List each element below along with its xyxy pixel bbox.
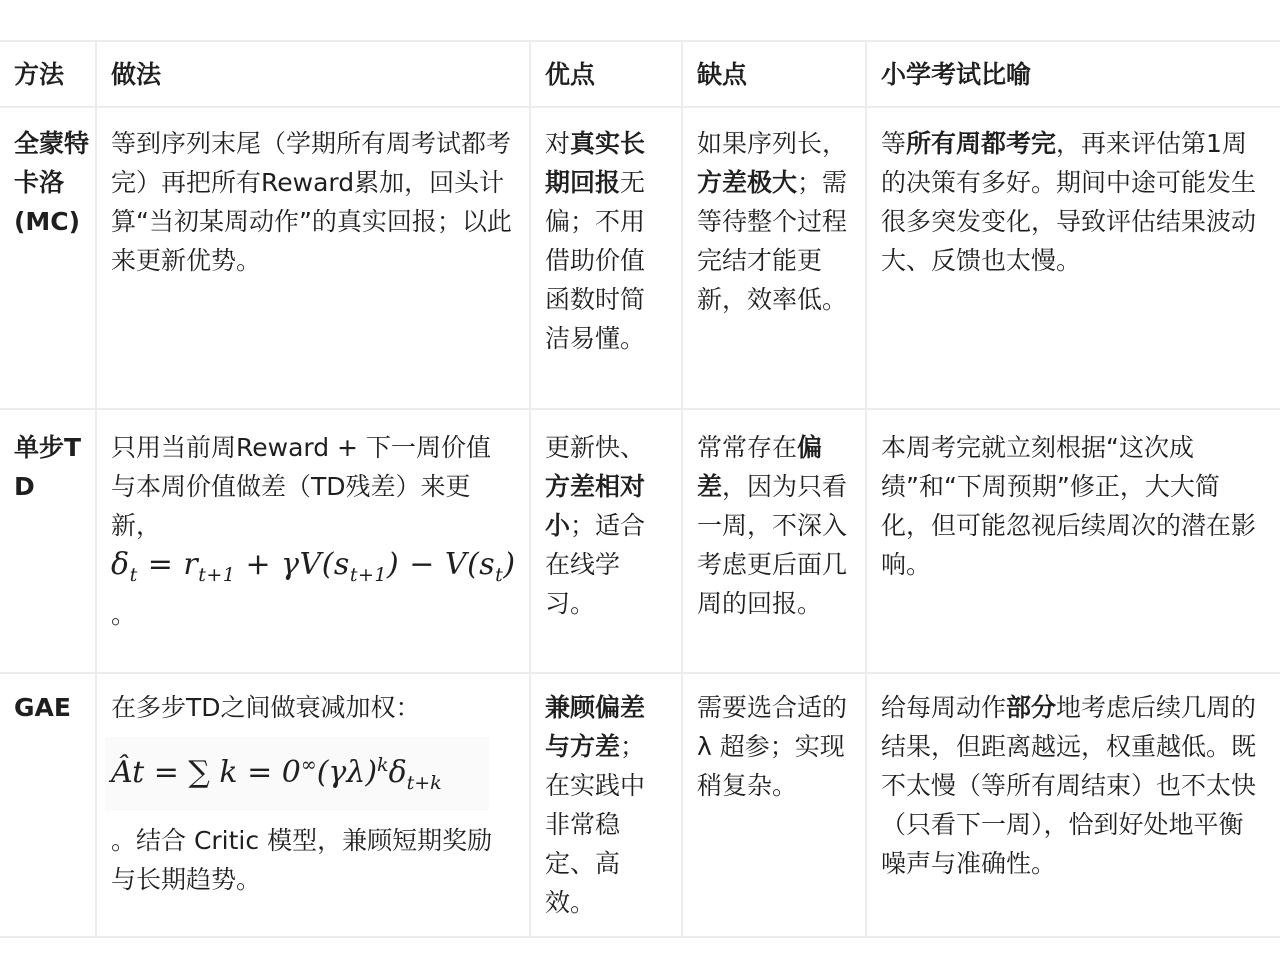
- method-name: 全蒙特卡洛(MC): [0, 107, 96, 409]
- pros-text: ；在实践中非常稳定、高效。: [545, 732, 646, 917]
- cons-highlight: 偏差: [697, 433, 823, 501]
- cons-text: ；需等待整个过程完结才能更新，效率低。: [697, 168, 848, 314]
- analogy-cell: 本周考完就立刻根据“这次成绩”和“下周预期”修正，大大简化，但可能忽视后续周次的潜在影响。: [866, 409, 1280, 673]
- pros-text: 对: [545, 129, 571, 158]
- analogy-text: 地考虑后续几周的结果，但距离越远，权重越低。既不太慢（等所有周结束）也不太快（只看下一周），恰到好处地平衡噪声与准确性。: [881, 693, 1257, 878]
- table-row-gae: [0, 673, 1280, 937]
- how-text: 。结合 Critic 模型，兼顾短期奖励与长期趋势。: [111, 826, 493, 894]
- table-header-row: [0, 41, 1280, 107]
- how-cell: [96, 673, 530, 937]
- analogy-highlight: 所有周都考完: [906, 129, 1057, 158]
- pros-text: 更新快、: [545, 433, 646, 462]
- how-cell: 等到序列末尾（学期所有周考试都考完）再把所有Reward累加，回头计算“当初某周动作”的真实回报；以此来更新优势。: [96, 107, 530, 409]
- pros-cell: [530, 107, 682, 409]
- cons-text: 常常存在: [697, 433, 798, 462]
- cons-cell: 需要选合适的 λ 超参；实现稍复杂。: [682, 673, 866, 937]
- analogy-text: ，再来评估第1周的决策有多好。期间中途可能发生很多突发变化，导致评估结果波动大、反馈也太慢。: [881, 129, 1257, 275]
- pros-highlight: 真实长期回报: [545, 129, 646, 197]
- pros-highlight: 方差相对小: [545, 472, 646, 540]
- pros-text: ；适合在线学习。: [545, 511, 646, 618]
- cons-highlight: 方差极大: [697, 168, 798, 197]
- how-text: 在多步TD之间做衰减加权：: [111, 693, 421, 722]
- header-cons: 缺点: [682, 41, 866, 107]
- how-text: 只用当前周Reward + 下一周价值与本周价值做差（TD残差）来更新，: [111, 433, 491, 540]
- pros-highlight: 兼顾偏差与方差: [545, 693, 646, 761]
- analogy-text: 给每周动作: [881, 693, 1007, 722]
- table-row-td: [0, 409, 1280, 673]
- method-name: GAE: [0, 673, 96, 937]
- how-text: 。: [111, 600, 137, 629]
- cons-cell: [682, 107, 866, 409]
- how-cell: [96, 409, 530, 673]
- td-formula: $\delta_t = r_{t+1} + \gamma V(s_{t+1}) - V(s_t)$: [111, 547, 516, 586]
- cons-text: 如果序列长，: [697, 129, 848, 158]
- header-how: 做法: [96, 41, 530, 107]
- pros-cell: [530, 673, 682, 937]
- analogy-cell: [866, 107, 1280, 409]
- analogy-text: 等: [881, 129, 907, 158]
- table-row-mc: [0, 107, 1280, 409]
- header-pros: 优点: [530, 41, 682, 107]
- analogy-highlight: 部分: [1006, 693, 1057, 722]
- cons-cell: [682, 409, 866, 673]
- comparison-table: [0, 40, 1280, 938]
- comparison-table-wrapper: [0, 40, 1280, 938]
- cons-text: ，因为只看一周，不深入考虑更后面几周的回报。: [697, 472, 848, 618]
- analogy-cell: [866, 673, 1280, 937]
- method-name: 单步TD: [0, 409, 96, 673]
- header-analogy: 小学考试比喻: [866, 41, 1280, 107]
- pros-cell: [530, 409, 682, 673]
- header-method: 方法: [0, 41, 96, 107]
- gae-formula: Ât = ∑ $k = 0^\infty(\gamma\lambda)^k\delta_{t+k}$: [105, 737, 489, 811]
- pros-text: 无偏；不用借助价值函数时简洁易懂。: [545, 168, 646, 353]
